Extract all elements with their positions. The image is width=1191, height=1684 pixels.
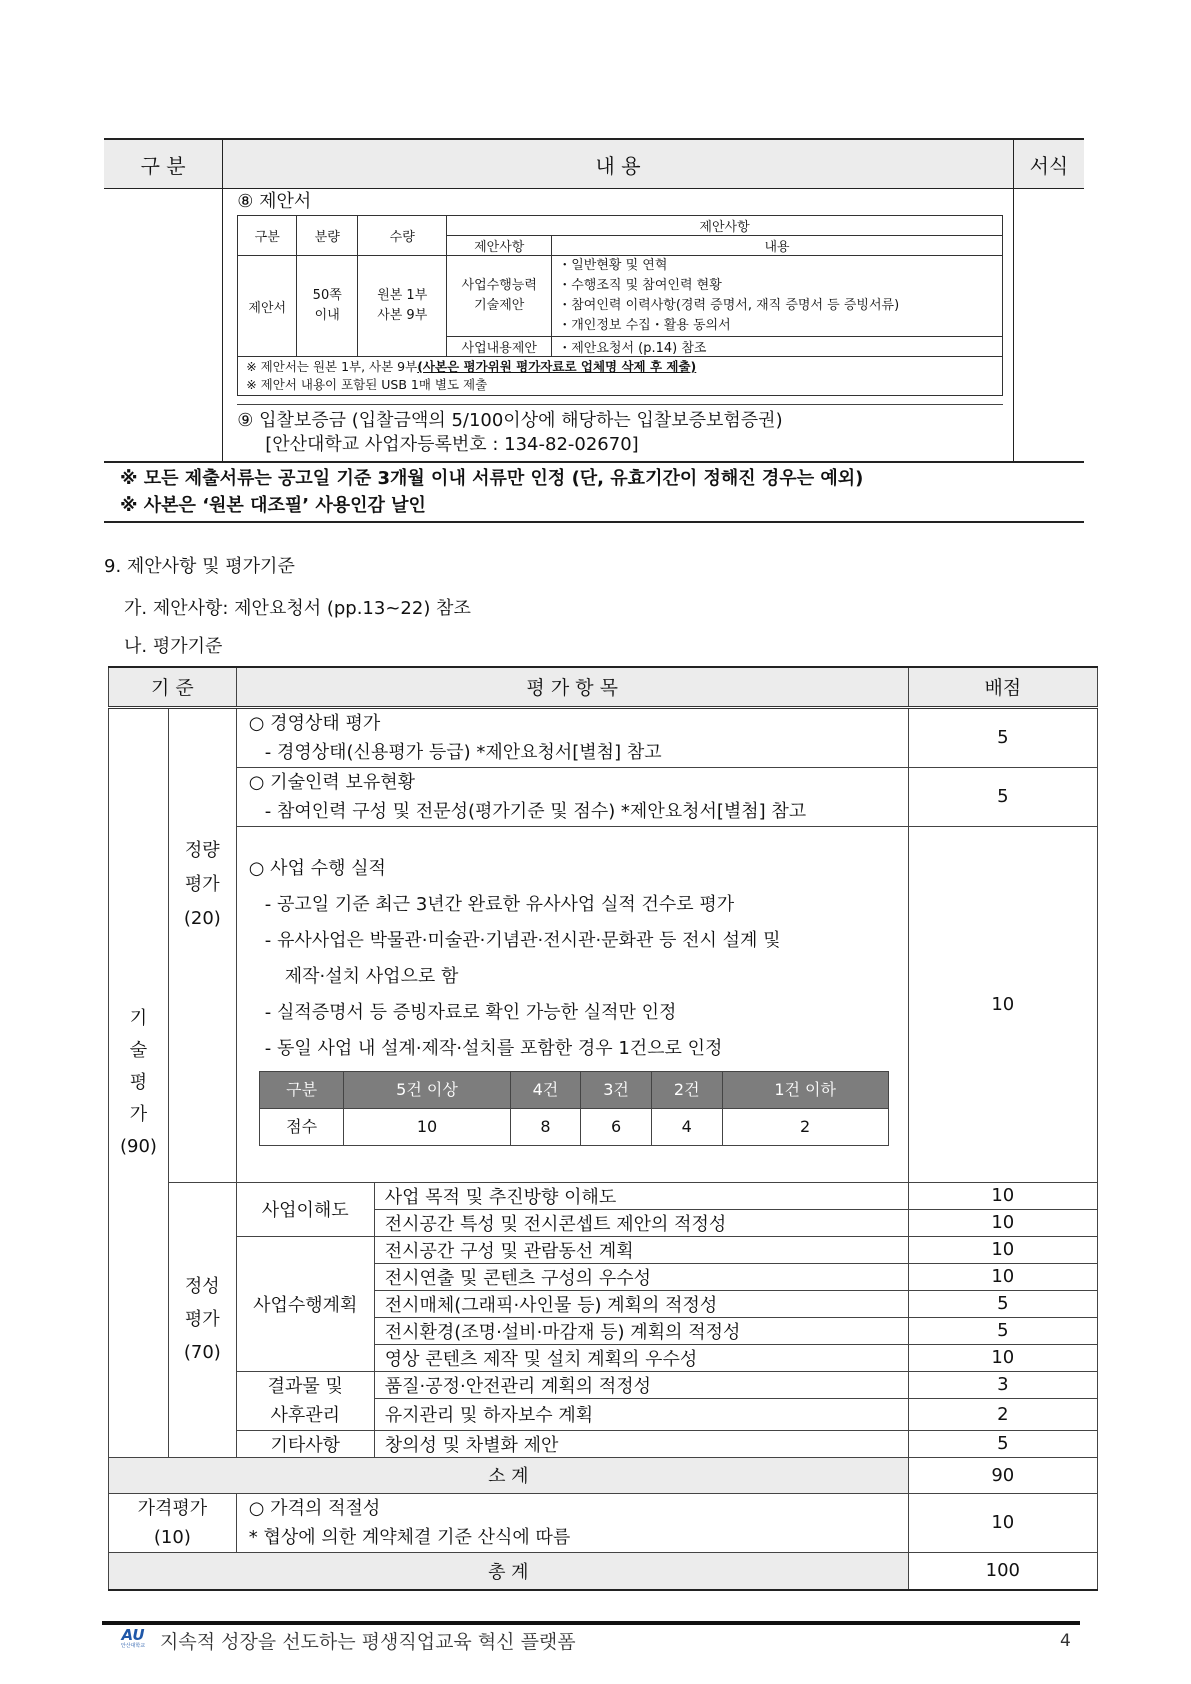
biz-proposal-content: ・제안요청서 (p.14) 참조	[552, 337, 1003, 357]
proposal-spec-table	[237, 215, 1003, 396]
quant-item-staff: ○ 기술인력 보유현황 - 참여인력 구성 및 전문성(평가기준 및 점수) *제안요청서[별첨] 참고	[236, 767, 908, 826]
qual-group-plan: 사업수행계획	[236, 1236, 374, 1371]
qual-item: 전시매체(그래픽·사인물 등) 계획의 적정성	[374, 1290, 908, 1317]
quant-item-performance: ○ 사업 수행 실적 - 공고일 기준 최근 3년간 완료한 유사사업 실적 건수로 평가 - 유사사업은 박물관·미술관·기념관·전시관·문화관 등 전시 설계 및 제작·설치 사업으로 함 - 실적증명서 등 증빙자료로 확인 가능한 실적만 인정 - 동일 사업 내 설계·제작·설치를 포함한 경우 1건으로 인정 구분 5건 이상 4건 3건 2건 1건 이하 점수 10 8 6 4 2	[236, 826, 908, 1182]
qual-group-understanding: 사업이해도	[236, 1182, 374, 1236]
price-score: 10	[908, 1493, 1097, 1552]
item-9	[237, 404, 1003, 457]
qual-item: 영상 콘텐츠 제작 및 설치 계획의 우수성	[374, 1344, 908, 1371]
score-performance: 10	[908, 826, 1097, 1182]
price-eval-label: 가격평가 (10)	[109, 1493, 237, 1552]
qual-item: 전시연출 및 콘텐츠 구성의 우수성	[374, 1263, 908, 1290]
tech-eval-label: 기 술 평 가 (90)	[109, 707, 169, 1457]
inner-header-qty: 수량	[358, 216, 447, 256]
section-sub-a: 가. 제안사항: 제안요청서 (pp.13~22) 참조	[124, 598, 471, 619]
score-finance: 5	[908, 707, 1097, 767]
qual-item: 전시환경(조명·설비·마감재 등) 계획의 적정성	[374, 1317, 908, 1344]
header-content: 내 용	[223, 139, 1014, 189]
qual-score: 5	[908, 1430, 1097, 1457]
footer-slogan: 지속적 성장을 선도하는 평생직업교육 혁신 플랫폼	[160, 1631, 576, 1653]
qual-score: 10	[908, 1209, 1097, 1236]
row-amount	[297, 256, 358, 357]
header-form: 서식	[1013, 139, 1084, 189]
note-2: ※ 제안서 내용이 포함된 USB 1매 별도 제출	[246, 377, 488, 392]
page-number: 4	[1060, 1631, 1071, 1651]
quant-eval-label: 정량 평가 (20)	[168, 707, 236, 1182]
inner-header-sub2: 내용	[552, 236, 1003, 256]
tech-item: ・일반현황 및 연혁	[558, 258, 668, 273]
tech-items	[552, 256, 1003, 337]
eval-header-criteria: 기 준	[109, 667, 237, 707]
biz-proposal-label: 사업내용제안	[447, 337, 552, 357]
tech-item: ・참여인력 이력사항(경력 증명서, 재직 증명서 등 증빙서류)	[558, 298, 900, 313]
note-1: ※ 제안서는 원본 1부, 사본 9부(사본은 평가위원 평가자료로 업체명 삭제 후 제출)	[246, 359, 697, 374]
eval-header-items: 평 가 항 목	[236, 667, 908, 707]
section-title: 9. 제안사항 및 평가기준	[104, 556, 295, 577]
item-9-line-2: [안산대학교 사업자등록번호 : 134-82-02670]	[265, 434, 639, 455]
section-sub-b: 나. 평가기준	[124, 636, 223, 657]
row-qty	[358, 256, 447, 357]
inner-header-group: 제안사항	[447, 216, 1003, 236]
tech-label-2: 기술제안	[474, 298, 525, 313]
evaluation-table	[108, 666, 1098, 1591]
qual-item: 전시공간 특성 및 전시콘셉트 제안의 적정성	[374, 1209, 908, 1236]
subtotal-score: 90	[908, 1457, 1097, 1493]
quant-item-finance: ○ 경영상태 평가 - 경영상태(신용평가 등급) *제안요청서[별첨] 참고	[236, 707, 908, 767]
header-category: 구 분	[104, 139, 223, 189]
footer-logo: AU 안산대학교	[120, 1626, 146, 1649]
footnotes	[104, 462, 1084, 522]
note-1-bold: (사본은 평가위원 평가자료로 업체명 삭제 후 제출)	[417, 359, 697, 374]
row-qty-1: 원본 1부	[377, 288, 428, 303]
qual-item: 창의성 및 차별화 제안	[374, 1430, 908, 1457]
tech-item: ・수행조직 및 참여인력 현황	[558, 278, 722, 293]
score-staff: 5	[908, 767, 1097, 826]
row-kind: 제안서	[238, 256, 297, 357]
tech-proposal-label	[447, 256, 552, 337]
price-eval-item: ○ 가격의 적절성 * 협상에 의한 계약체결 기준 산식에 따름	[236, 1493, 908, 1552]
qual-item: 전시공간 구성 및 관람동선 계획	[374, 1236, 908, 1263]
item-9-line-1: ⑨ 입찰보증금 (입찰금액의 5/100이상에 해당하는 입찰보증보험증권)	[237, 410, 783, 431]
qual-score: 3	[908, 1371, 1097, 1399]
subtotal-label: 소 계	[109, 1457, 909, 1493]
qual-eval-label: 정성 평가 (70)	[168, 1182, 236, 1457]
item-8-title: ⑧ 제안서	[237, 191, 312, 212]
qual-item: 유지관리 및 하자보수 계획	[374, 1399, 908, 1430]
qual-score: 10	[908, 1236, 1097, 1263]
footnote-1: ※ 모든 제출서류는 공고일 기준 3개월 이내 서류만 인정 (단, 유효기간이 정해진 경우는 예외)	[120, 468, 864, 489]
blank-form-cell	[1013, 189, 1084, 463]
qual-group-other: 기타사항	[236, 1430, 374, 1457]
row-qty-2: 사본 9부	[377, 308, 428, 323]
eval-header-score: 배점	[908, 667, 1097, 707]
submission-table	[104, 138, 1084, 523]
performance-score-table: 구분 5건 이상 4건 3건 2건 1건 이하 점수 10 8 6 4 2	[259, 1071, 889, 1146]
footer-rule	[102, 1621, 1080, 1625]
inner-header-kind: 구분	[238, 216, 297, 256]
total-score: 100	[908, 1552, 1097, 1590]
qual-score: 5	[908, 1317, 1097, 1344]
inner-header-sub1: 제안사항	[447, 236, 552, 256]
qual-group-aftercare: 결과물 및 사후관리	[236, 1371, 374, 1430]
qual-score: 5	[908, 1290, 1097, 1317]
qual-score: 10	[908, 1182, 1097, 1209]
qual-score: 10	[908, 1263, 1097, 1290]
content-cell	[223, 189, 1014, 463]
tech-item: ・개인정보 수집・활용 동의서	[558, 318, 731, 333]
qual-item: 품질·공정·안전관리 계획의 적정성	[374, 1371, 908, 1399]
total-label: 총 계	[109, 1552, 909, 1590]
inner-header-amount: 분량	[297, 216, 358, 256]
tech-label-1: 사업수행능력	[461, 278, 537, 293]
qual-item: 사업 목적 및 추진방향 이해도	[374, 1182, 908, 1209]
row-amount-1: 50쪽	[312, 288, 342, 303]
qual-score: 2	[908, 1399, 1097, 1430]
proposal-notes	[238, 357, 1003, 396]
row-amount-2: 이내	[314, 308, 340, 323]
footnote-2: ※ 사본은 ‘원본 대조필’ 사용인감 날인	[120, 495, 426, 516]
qual-score: 10	[908, 1344, 1097, 1371]
blank-category-cell	[104, 189, 223, 463]
